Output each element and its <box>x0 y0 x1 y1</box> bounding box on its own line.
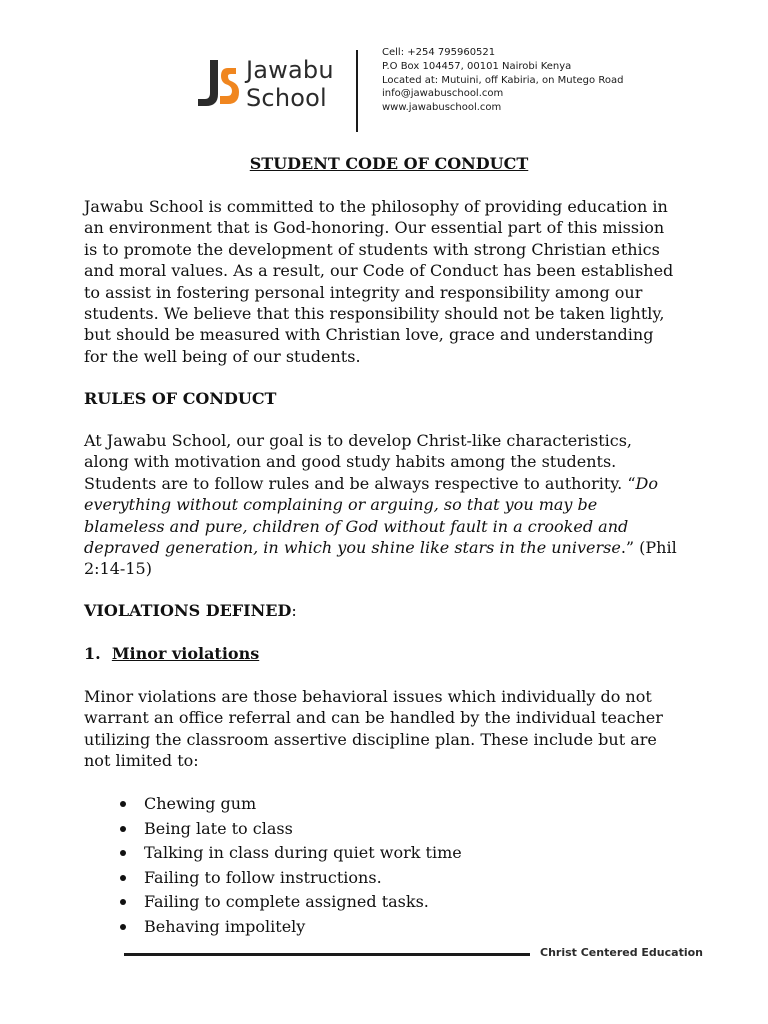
list-item-text: Talking in class during quiet work time <box>144 843 462 862</box>
intro-line: but should be measured with Christian love, grace and understanding <box>84 325 654 345</box>
rules-line: along with motivation and good study habits among the students. <box>84 452 617 472</box>
footer-tagline: Christ Centered Education <box>540 946 703 959</box>
contact-location: Located at: Mutuini, off Kabiria, on Mutego Road <box>382 74 624 86</box>
minor-violations-paragraph <box>84 686 704 772</box>
list-item-text: Being late to class <box>144 818 293 838</box>
intro-line: to assist in fostering personal integrity and responsibility among our <box>84 282 643 302</box>
bullet-icon <box>120 801 126 807</box>
intro-line: students. We believe that this responsibility should not be taken lightly, <box>84 304 665 324</box>
scripture-reference: .” (Phil <box>620 538 677 558</box>
contact-cell: Cell: +254 795960521 <box>382 47 496 58</box>
intro-line: for the well being of our students. <box>84 346 361 366</box>
rules-paragraph <box>84 430 704 580</box>
jawabu-logo-icon <box>194 56 240 112</box>
intro-line: is to promote the development of students with strong Christian ethics <box>84 239 660 259</box>
footer-rule <box>124 953 530 956</box>
minor-line: warrant an office referral and can be handled by the individual teacher <box>84 708 663 728</box>
intro-line: and moral values. As a result, our Code of Conduct has been established <box>84 261 674 281</box>
rules-heading: RULES OF CONDUCT <box>84 389 277 408</box>
list-item <box>118 841 462 866</box>
rules-line <box>84 494 704 515</box>
scripture-quote: everything without complaining or arguing, so that you may be <box>84 495 598 515</box>
minor-line: utilizing the classroom assertive discipline plan. These include but are <box>84 729 657 749</box>
list-item <box>118 915 462 940</box>
minor-line: Minor violations are those behavioral issues which individually do not <box>84 687 652 706</box>
list-item <box>118 866 462 891</box>
scripture-quote: Do <box>635 473 658 493</box>
scripture-quote: blameless and pure, children of God without fault in a crooked and <box>84 516 629 536</box>
bullet-icon <box>120 850 126 856</box>
violations-heading <box>84 601 297 620</box>
list-item-text: Chewing gum <box>144 794 257 813</box>
violations-heading-text: VIOLATIONS DEFINED <box>84 601 292 620</box>
list-item-text: Behaving impolitely <box>144 916 306 936</box>
intro-paragraph <box>84 196 704 367</box>
rules-line <box>84 473 704 494</box>
minor-line: not limited to: <box>84 751 199 771</box>
list-item <box>118 792 462 817</box>
rules-text: Students are to follow rules and be always respective to authority. “ <box>84 473 636 493</box>
contact-info <box>382 46 623 115</box>
bullet-icon <box>120 899 126 905</box>
bullet-icon <box>120 875 126 881</box>
logo-line-1: Jawabu <box>246 56 334 84</box>
list-item <box>118 817 462 842</box>
minor-violations-title: Minor violations <box>111 644 260 663</box>
letterhead-divider <box>356 50 358 132</box>
intro-line: Jawabu School is committed to the philosophy of providing education in <box>84 197 668 216</box>
rules-line <box>84 537 704 558</box>
bullet-icon <box>120 826 126 832</box>
section-number: 1. <box>84 644 101 663</box>
violations-heading-colon: : <box>291 601 297 620</box>
intro-line: an environment that is God-honoring. Our essential part of this mission <box>84 218 665 238</box>
bullet-icon <box>120 924 126 930</box>
list-item-text: Failing to complete assigned tasks. <box>144 892 429 911</box>
document-title: STUDENT CODE OF CONDUCT <box>249 154 529 173</box>
contact-website[interactable]: www.jawabuschool.com <box>382 102 502 114</box>
school-logo-wordmark <box>246 56 334 112</box>
list-item <box>118 890 462 915</box>
rules-line: At Jawabu School, our goal is to develop Christ-like characteristics, <box>84 431 633 450</box>
contact-email[interactable]: info@jawabuschool.com <box>382 88 504 100</box>
minor-violations-list <box>118 792 462 939</box>
list-item-text: Failing to follow instructions. <box>144 867 382 887</box>
minor-violations-heading <box>84 644 259 663</box>
contact-po-box: P.O Box 104457, 00101 Nairobi Kenya <box>382 60 572 72</box>
rules-line <box>84 516 704 537</box>
logo-line-2: School <box>246 84 327 112</box>
letterhead <box>190 46 650 134</box>
rules-line: 2:14-15) <box>84 559 152 579</box>
scripture-quote: depraved generation, in which you shine like stars in the universe <box>84 538 621 558</box>
